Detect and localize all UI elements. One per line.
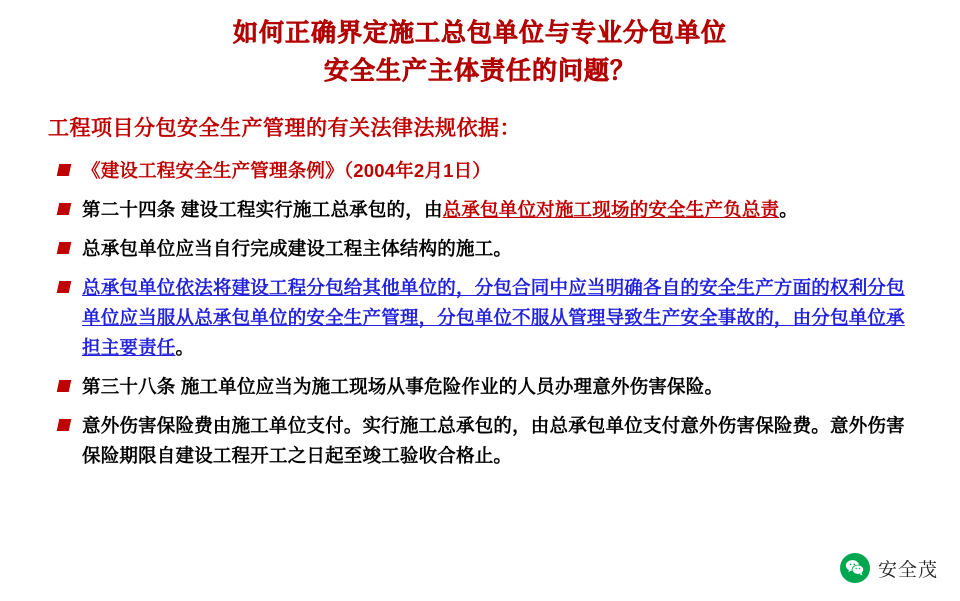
bullet-marker-icon	[57, 164, 72, 176]
bullet-text	[82, 195, 798, 225]
bullet-marker-icon	[57, 380, 72, 392]
bullet-text	[82, 372, 723, 402]
bullet-marker-icon	[57, 203, 72, 215]
text-emphasis-red: 《建设工程安全生产管理条例》（2004年2月1日）	[82, 160, 491, 181]
bullet-item-subcontract-responsibility	[58, 273, 918, 363]
watermark-logo	[840, 553, 938, 583]
bullet-marker-icon	[57, 419, 72, 431]
text-plain: 第二十四条 建设工程实行施工总承包的，由	[82, 199, 443, 220]
bullet-item-regulation-name	[58, 156, 918, 186]
title-line-1: 如何正确界定施工总包单位与专业分包单位	[232, 19, 727, 47]
bullet-text	[82, 156, 491, 186]
text-plain: 总承包单位应当自行完成建设工程主体结构的施工。	[82, 238, 513, 259]
bullet-text	[82, 411, 918, 471]
text-emphasis-blue-underline: 总承包单位依法将建设工程分包给其他单位的，分包合同中应当明确各自的安全生产方面的权利分包单位应当服从总承包单位的安全生产管理，分包单位不服从管理导致生产安全事故的，由分包单位承担主要责任	[82, 277, 905, 358]
text-plain: 。	[175, 337, 195, 358]
section-heading: 工程项目分包安全生产管理的有关法律法规依据：	[48, 117, 521, 140]
bullet-marker-icon	[57, 242, 72, 254]
bullet-text	[82, 234, 512, 264]
text-plain: 第三十八条 施工单位应当为施工现场从事危险作业的人员办理意外伤害保险。	[82, 376, 724, 397]
bullet-marker-icon	[57, 281, 72, 293]
text-emphasis-red-underline: 总承包单位对施工现场的安全生产负总责	[442, 199, 780, 220]
wechat-icon	[840, 553, 870, 583]
title-line-2: 安全生产主体责任的问题？	[323, 57, 636, 85]
logo-text: 安全茂	[877, 559, 938, 581]
text-plain: 。	[779, 199, 798, 220]
slide-title	[0, 0, 960, 90]
bullet-text	[82, 273, 918, 363]
bullet-item-article-24	[58, 195, 918, 225]
bullet-list	[58, 156, 918, 471]
text-plain: 意外伤害保险费由施工单位支付。实行施工总承包的，由总承包单位支付意外伤害保险费。意外伤害保险期限自建设工程开工之日起至竣工验收合格止。	[82, 415, 905, 466]
bullet-item-article-38	[58, 372, 918, 402]
bullet-item-main-structure	[58, 234, 918, 264]
bullet-item-insurance-payment	[58, 411, 918, 471]
